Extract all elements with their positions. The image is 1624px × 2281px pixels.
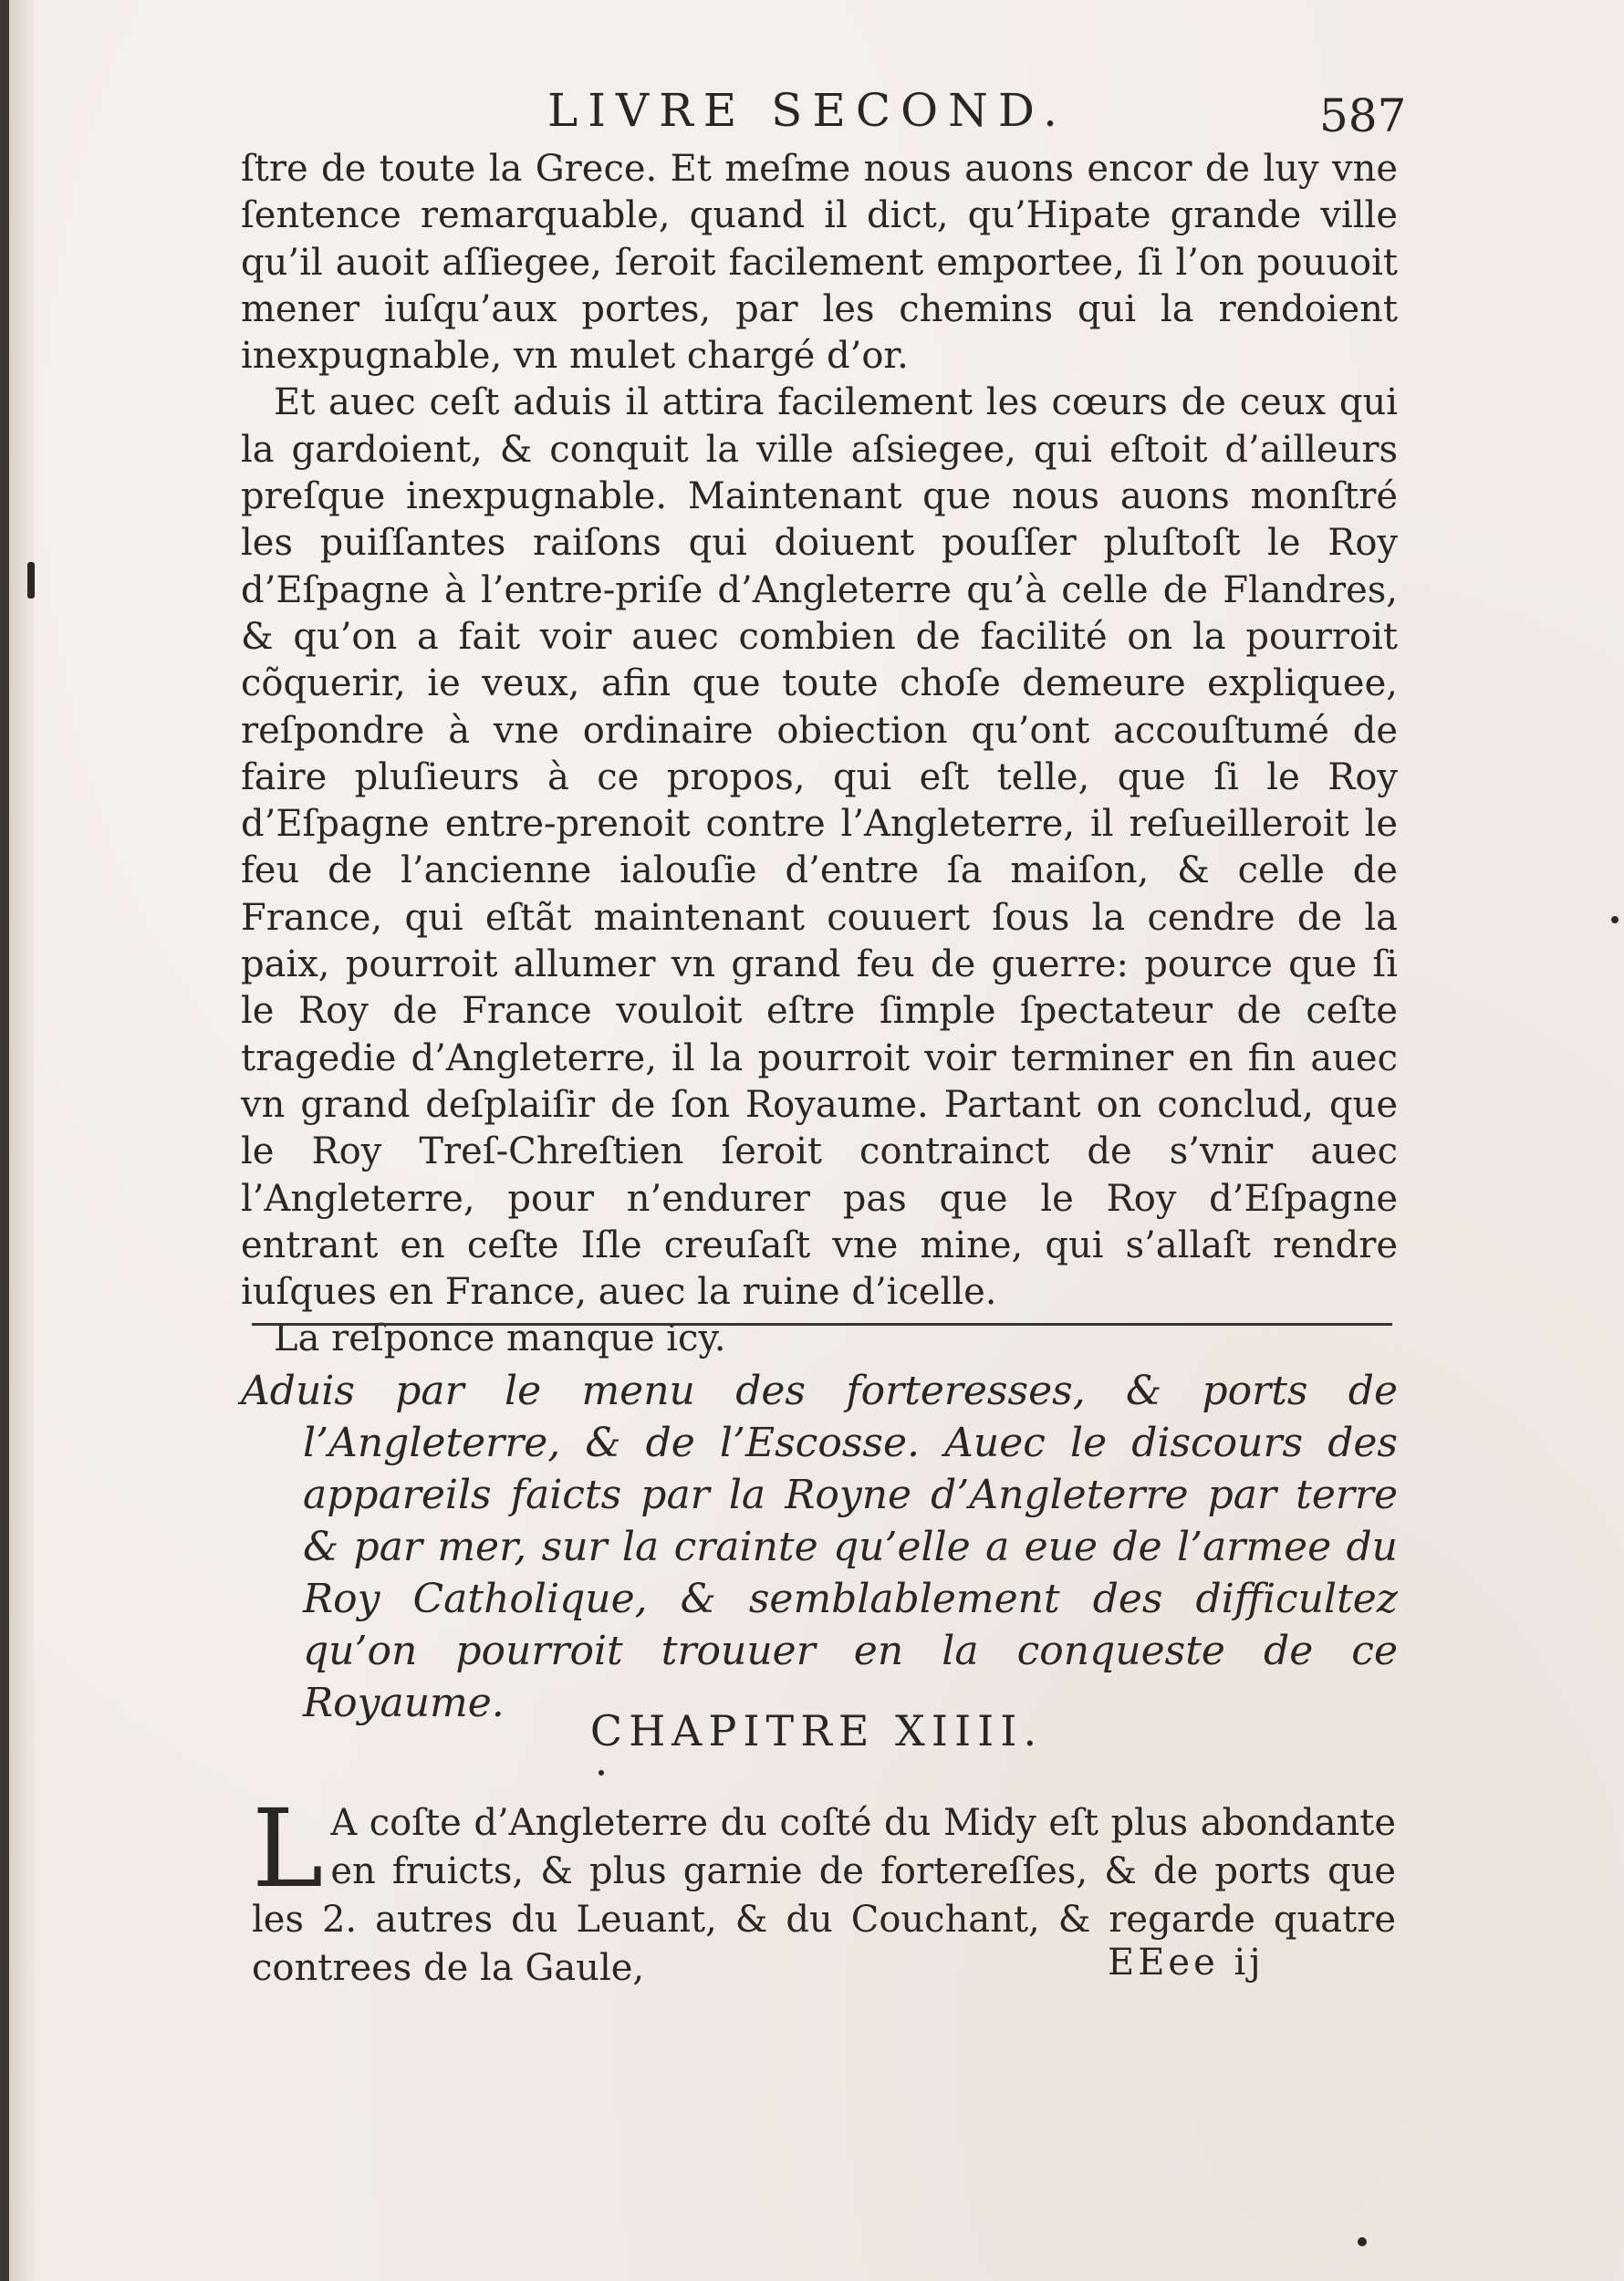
book-page <box>9 0 1624 2281</box>
chapter-summary: Aduis par le menu des forteresses, & ports de l’Angleterre, & de l’Escosse. Auec le discours des appareils faicts par la Royne d’Angleterre par terre & par mer, sur la crainte qu’elle a eue de l’armee du Roy Catholique, & semblablement des difficultez qu’on pourroit trouuer en la conqueste de ce Royaume. <box>241 1368 1398 1726</box>
chapter-heading: CHAPITRE XIIII. <box>589 1706 1044 1755</box>
ink-speck <box>1358 2237 1367 2246</box>
main-text <box>241 146 1398 1363</box>
chapter-text: A coſte d’Angleterre du coſté du Midy eſt plus abondante en fruicts, & plus garnie de fortereſſes, & de ports que les 2. autres du Leuant, & du Couchant, & regarde quatre contrees de la Gaule, <box>252 1802 1396 1989</box>
paragraph: Et auec ceſt aduis il attira facilement les cœurs de ceux qui la gardoient, & conquit la ville aſsiegee, qui eſtoit d’ailleurs preſque inexpugnable. Maintenant que nous auons monſtré les puiſſantes raiſons qui doiuent pouſſer pluſtoſt le Roy d’Eſpagne à l’entre-priſe d’Angleterre qu’à celle de Flandres, & qu’on a fait voir auec combien de facilité on la pourroit cõquerir, ie veux, afin que toute choſe demeure expliquee, reſpondre à vne ordinaire obiection qu’ont accouſtumé de faire pluſieurs à ce propos, qui eſt telle, que ſi le Roy d’Eſpagne entre-prenoit contre l’Angleterre, il reſueilleroit le feu de l’ancienne ialouſie d’entre ſa maiſon, & celle de France, qui eſtãt maintenant couuert ſous la cendre de la paix, pourroit allumer vn grand feu de guerre: pource que ſi le Roy de France vouloit eſtre ſimple ſpectateur de ceſte tragedie d’Angleterre, il la pourroit voir terminer en fin auec vn grand deſplaiſir de ſon Royaume. Partant on conclud, que le Roy Treſ-Chreſtien ſeroit contrainct de s’vnir auec l’Angleterre, pour n’endurer pas que le Roy d’Eſpagne entrant en ceſte Iſle creuſaſt vne mine, qui s’allaſt rendre iuſques en France, auec la ruine d’icelle. <box>241 381 1398 1314</box>
paragraph: La reſponce manque icy. <box>274 1318 726 1360</box>
ink-speck <box>599 1770 604 1776</box>
ink-speck <box>27 562 35 599</box>
ink-speck <box>1611 916 1619 923</box>
paragraph: ſtre de toute la Grece. Et meſme nous auons encor de luy vne ſentence remarquable, quand il dict, qu’Hipate grande ville qu’il auoit aſſiegee, ſeroit facilement emportee, ſi l’on pouuoit mener iuſqu’aux portes, par les chemins qui la rendoient inexpugnable, vn mulet chargé d’or. <box>241 148 1398 378</box>
running-head: LIVRE SECOND. <box>547 84 1068 137</box>
section-rule <box>252 1323 1392 1326</box>
drop-capital: L <box>252 1786 324 1911</box>
page-number: 587 <box>1319 89 1407 142</box>
page-gutter <box>9 0 35 2281</box>
signature-mark: EEee ij <box>1108 1942 1265 1984</box>
